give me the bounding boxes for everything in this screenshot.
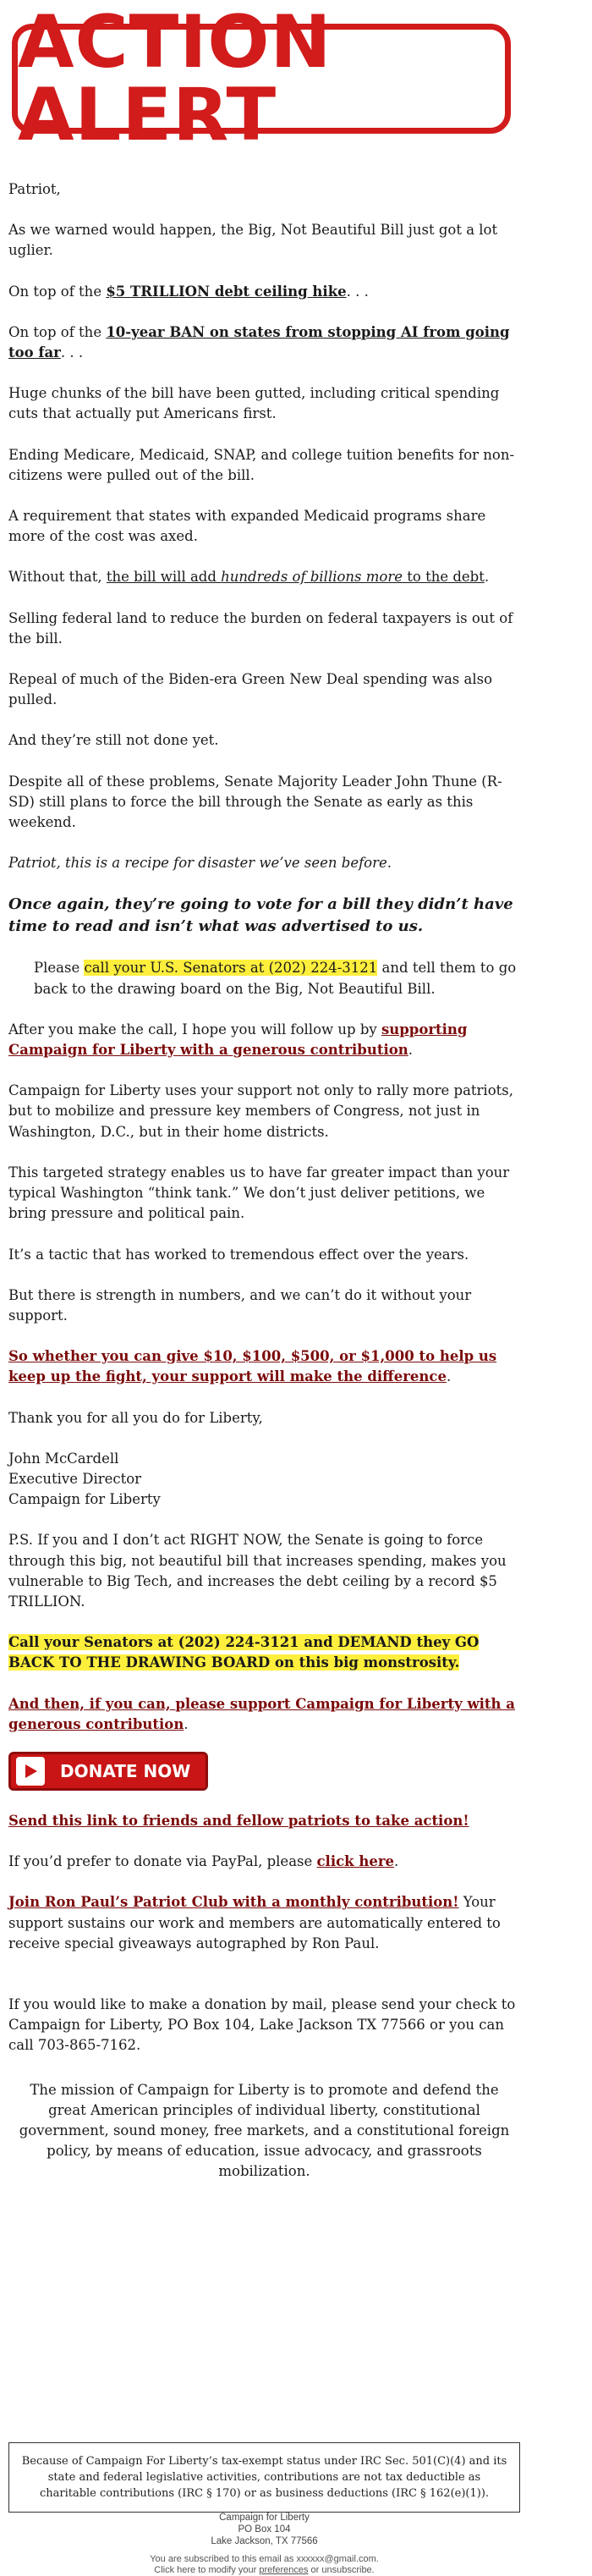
paragraph-ai-ban: On top of the 10-year BAN on states from stopping AI from going too far. . . [8, 323, 510, 361]
signature-name: John McCardell [8, 1450, 119, 1467]
paragraph-federal-land: Selling federal land to reduce the burden on federal taxpayers is out of the bill. [8, 609, 513, 647]
senators-phone-highlight: call your U.S. Senators at (202) 224-3121 [84, 960, 378, 977]
preferences-link[interactable]: preferences [259, 2565, 309, 2575]
subscription-info [8, 2554, 520, 2576]
give-amounts-link[interactable]: So whether you can give $10, $100, $500, or $1,000 to help us keep up the fight, your support will make the difference [8, 1348, 497, 1385]
support-contribution-link[interactable]: supporting Campaign for Liberty with a generous contribution [8, 1021, 468, 1059]
donate-button-label: DONATE NOW [60, 1760, 191, 1781]
mission-statement: The mission of Campaign for Liberty is to promote and defend the great American principles of individual liberty, constitutional government, sound money, free markets, and a constitutional foreign policy, by means of education, issue advocacy, and grassroots mobilization. [19, 2081, 510, 2180]
paragraph-call-senators: Please call your U.S. Senators at (202) 224-3121 and tell them to go back to the drawing board on the Big, Not Beautiful Bill. [34, 960, 517, 997]
paragraph-give-amounts: So whether you can give $10, $100, $500, or $1,000 to help us keep up the fight, your support will make the difference. [8, 1348, 497, 1385]
paragraph-mail-donation: If you would like to make a donation by mail, please send your check to Campaign for Liberty, PO Box 104, Lake Jackson TX 77566 or you can call 703-865-7162. [8, 1995, 516, 2054]
action-alert-stamp [12, 0, 511, 157]
signature-title: Executive Director [8, 1470, 142, 1487]
signature-org: Campaign for Liberty [8, 1491, 161, 1508]
footer-address-org: Campaign for Liberty [219, 2513, 310, 2523]
postscript: P.S. If you and I don’t act RIGHT NOW, the Senate is going to force through this big, not beautiful bill that increases spending, makes you vulnerable to Big Tech, and increases the debt ceiling by a record $5 TRILLION. [8, 1532, 507, 1610]
paragraph-medicaid: A requirement that states with expanded Medicaid programs share more of the cost was axed. [8, 508, 486, 545]
paragraph-share [8, 1811, 520, 1831]
cta-call-senators: Call your Senators at (202) 224-3121 and DEMAND they GO BACK TO THE DRAWING BOARD on this big monstrosity. [8, 1634, 480, 1671]
patriot-club-link[interactable]: Join Ron Paul’s Patriot Club with a monthly contribution! [8, 1894, 459, 1911]
paragraph-follow-up: After you make the call, I hope you will follow up by supporting Campaign for Liberty with a generous contribution. [8, 1021, 468, 1059]
paragraph-gutted: Huge chunks of the bill have been gutted, including critical spending cuts that actually put Americans first. [8, 385, 500, 422]
paragraph-not-done: And they’re still not done yet. [8, 732, 219, 749]
greeting: Patriot, [8, 181, 61, 197]
paragraph-uses-support: Campaign for Liberty uses your support not only to rally more patriots, but to mobilize and pressure key members of Congress, not just in Washington, D.C., but in their home districts. [8, 1082, 513, 1140]
paragraph-green-new-deal: Repeal of much of the Biden-era Green New Deal spending was also pulled. [8, 671, 493, 708]
tax-notice-box [8, 2442, 520, 2513]
subscription-email-line: You are subscribed to this email as xxxxxx@gmail.com. [150, 2554, 379, 2564]
paragraph-recipe-disaster: Patriot, this is a recipe for disaster we’ve seen before. [8, 855, 392, 872]
paragraph-vote-unread: Once again, they’re going to vote for a bill they didn’t have time to read and isn’t what was advertised to us. [8, 895, 513, 936]
paragraph-thank-you: Thank you for all you do for Liberty, [8, 1409, 263, 1426]
ai-ban-link[interactable]: 10-year BAN on states from stopping AI from going too far [8, 323, 510, 361]
paragraph-thune: Despite all of these problems, Senate Majority Leader John Thune (R-SD) still plans to force the bill through the Senate as early as this weekend. [8, 773, 502, 831]
email-body [8, 179, 520, 2182]
paragraph-strength: But there is strength in numbers, and we can’t do it without your support. [8, 1286, 472, 1324]
share-link[interactable]: Send this link to friends and fellow patriots to take action! [8, 1812, 469, 1829]
paragraph-benefits: Ending Medicare, Medicaid, SNAP, and college tuition benefits for non-citizens were pulled out of the bill. [8, 446, 515, 483]
footer-address [8, 2512, 520, 2547]
paragraph-debt-impact: Without that, the bill will add hundreds of billions more to the debt. [8, 569, 490, 586]
paypal-link[interactable]: click here [316, 1853, 395, 1870]
action-alert-text: ACTION ALERT [18, 0, 332, 157]
paragraph-debt-ceiling: On top of the $5 TRILLION debt ceiling hike. . . [8, 283, 369, 300]
paragraph-paypal: If you’d prefer to donate via PayPal, please click here. [8, 1853, 399, 1870]
paragraph-strategy: This targeted strategy enables us to have far greater impact than your typical Washington “think tank.” We don’t just deliver petitions, we bring pressure and political pain. [8, 1164, 510, 1222]
paragraph-bill-uglier: As we warned would happen, the Big, Not Beautiful Bill just got a lot uglier. [8, 222, 498, 259]
donate-button[interactable] [8, 1752, 208, 1791]
debt-ceiling-link[interactable]: $5 TRILLION debt ceiling hike [106, 283, 347, 300]
action-alert-banner [12, 0, 511, 157]
cta-support-link[interactable]: And then, if you can, please support Campaign for Liberty with a generous contribution [8, 1695, 515, 1732]
play-icon [16, 1757, 45, 1786]
subscription-preferences-line: Click here to modify your preferences or unsubscribe. [154, 2565, 375, 2575]
tax-notice-text: Because of Campaign For Liberty’s tax-exempt status under IRC Sec. 501(C)(4) and its state and federal legislative activities, contributions are not tax deductible as charitable contributions (IRC § 170) or as business deductions (IRC § 162(e)(1)). [21, 2455, 507, 2500]
paragraph-tactic: It’s a tactic that has worked to tremendous effect over the years. [8, 1246, 469, 1263]
footer-address-pobox: PO Box 104 [238, 2524, 291, 2535]
footer-address-city: Lake Jackson, TX 77566 [211, 2536, 318, 2546]
cta-support: And then, if you can, please support Campaign for Liberty with a generous contribution. [8, 1695, 515, 1732]
paragraph-patriot-club: Join Ron Paul’s Patriot Club with a monthly contribution! Your support sustains our work and members are automatically entered to receive special giveaways autographed by Ron Paul. [8, 1894, 501, 1951]
